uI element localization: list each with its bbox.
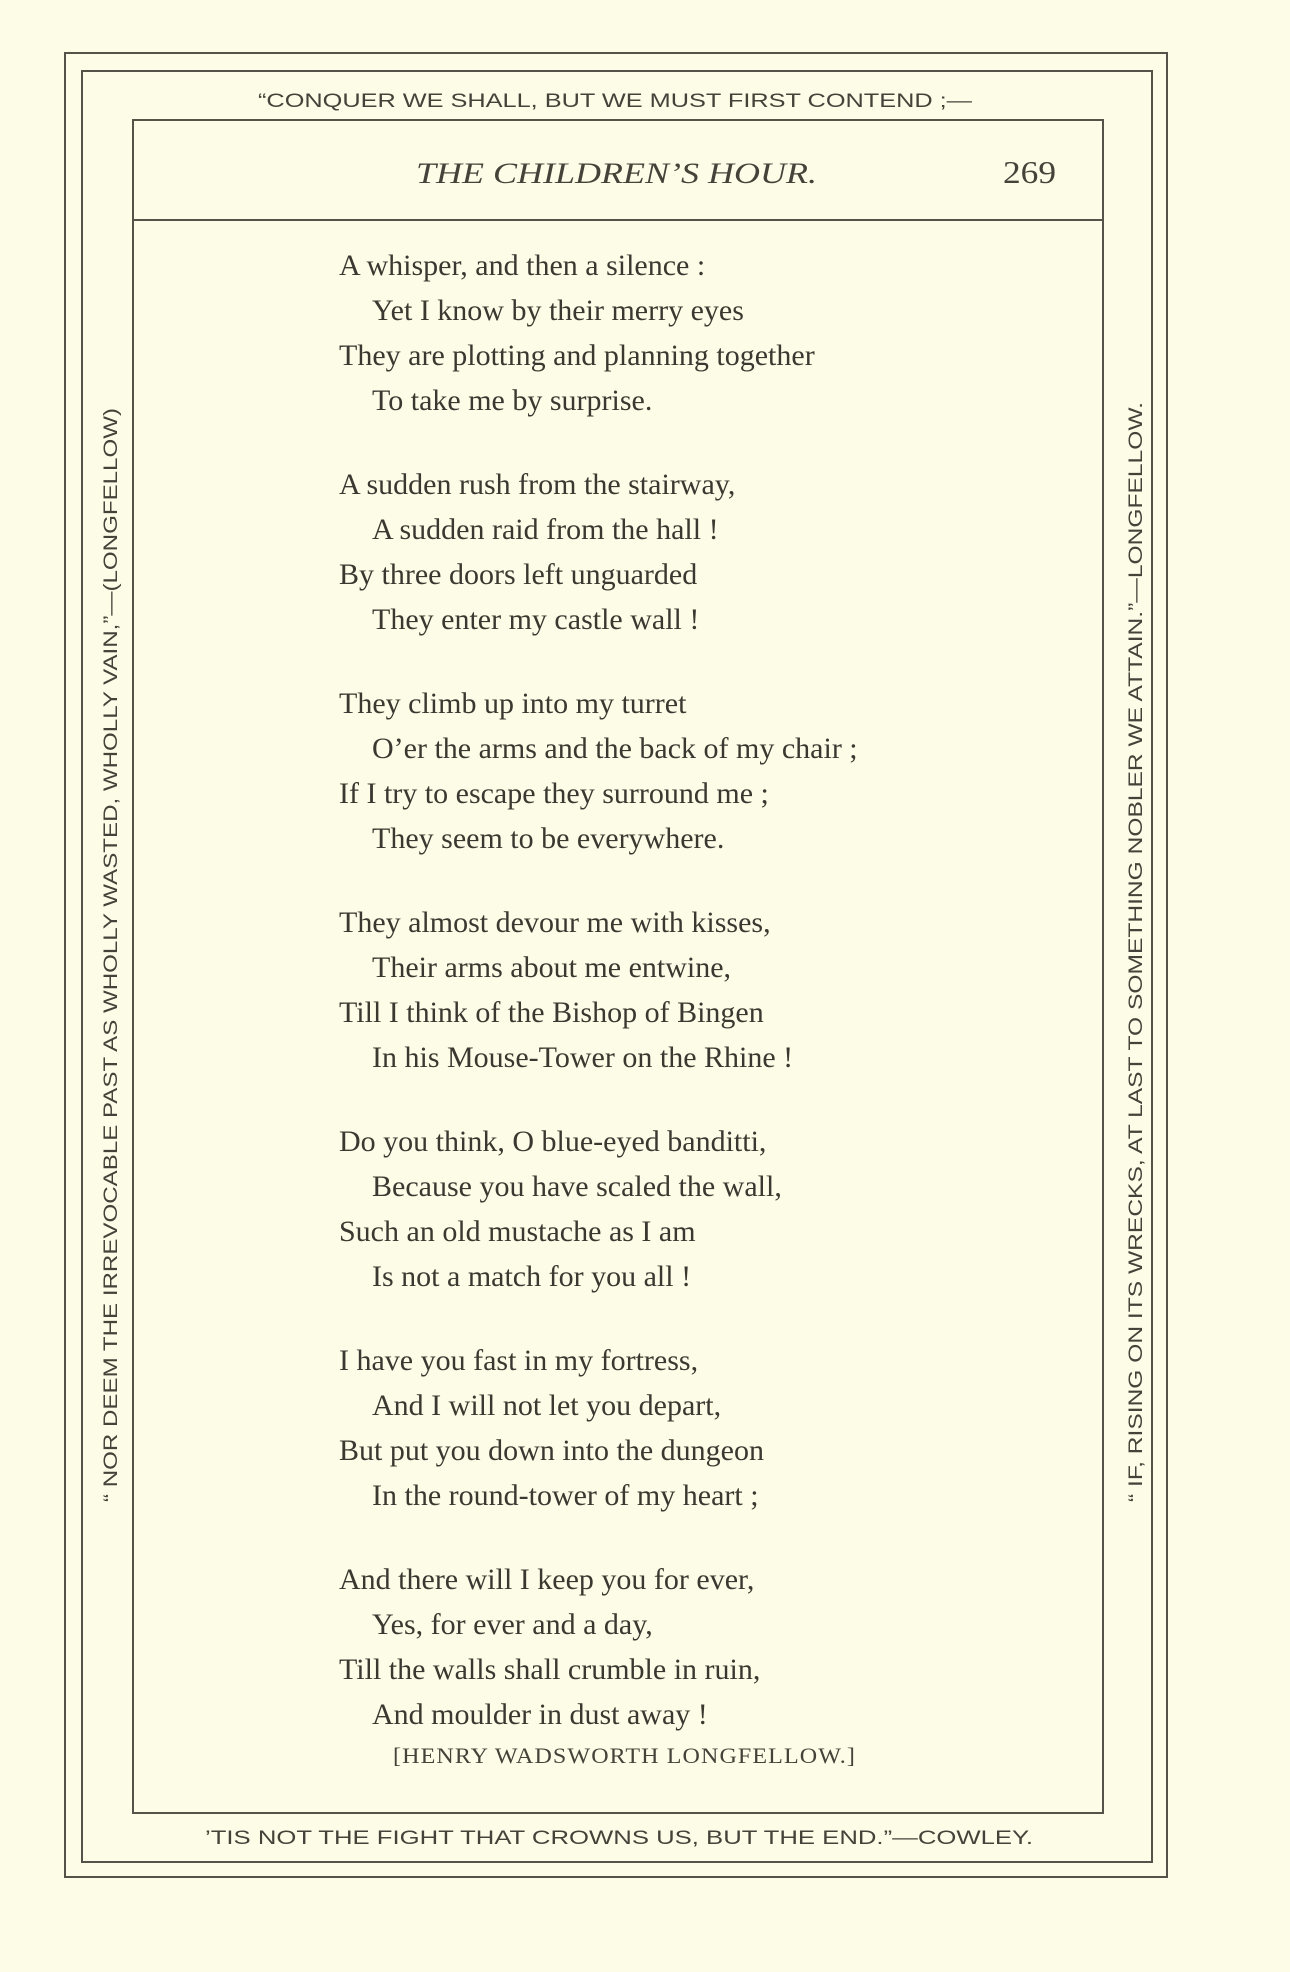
poem-line: A sudden rush from the stairway, xyxy=(339,468,736,501)
poem-line: Till I think of the Bishop of Bingen xyxy=(339,996,764,1029)
top-quote: “CONQUER WE SHALL, BUT WE MUST FIRST CONTEND ;— xyxy=(258,91,972,112)
poem-line: They enter my castle wall ! xyxy=(372,603,700,636)
poem-line: I have you fast in my fortress, xyxy=(339,1344,699,1377)
poem-line: And I will not let you depart, xyxy=(372,1389,722,1422)
poem-line: Till the walls shall crumble in ruin, xyxy=(339,1653,761,1686)
poem-line: Is not a match for you all ! xyxy=(372,1260,692,1293)
poem-line: They are plotting and planning together xyxy=(339,339,815,372)
poem-line: If I try to escape they surround me ; xyxy=(339,777,769,810)
poem-stanza xyxy=(339,462,1059,642)
poem-stanza xyxy=(339,1338,1059,1518)
page-number: 269 xyxy=(1003,154,1056,190)
poem-line: And there will I keep you for ever, xyxy=(339,1563,755,1596)
running-title: THE CHILDREN’S HOUR. xyxy=(416,157,817,190)
poem-attribution: [HENRY WADSWORTH LONGFELLOW.] xyxy=(393,1743,856,1768)
poem-line: In the round-tower of my heart ; xyxy=(372,1479,759,1512)
poem-line: Yes, for ever and a day, xyxy=(372,1608,653,1641)
poem-line: They climb up into my turret xyxy=(339,687,687,720)
poem-stanza xyxy=(339,1119,1059,1299)
poem-stanza xyxy=(339,681,1059,861)
poem-line: By three doors left unguarded xyxy=(339,558,698,591)
poem-line: Their arms about me entwine, xyxy=(372,951,732,984)
poem-line: Such an old mustache as I am xyxy=(339,1215,696,1248)
poem-line: Yet I know by their merry eyes xyxy=(372,294,744,327)
poem-line: A whisper, and then a silence : xyxy=(339,249,706,282)
poem-line: A sudden raid from the hall ! xyxy=(372,513,719,546)
poem-line: But put you down into the dungeon xyxy=(339,1434,764,1467)
poem-line: Because you have scaled the wall, xyxy=(372,1170,782,1203)
right-side-quote: “ IF, RISING ON ITS WRECKS, AT LAST TO SOMETHING NOBLER WE ATTAIN.”—LONGFELLOW. xyxy=(1126,651,1147,1502)
poem xyxy=(339,243,1059,1776)
poem-stanza xyxy=(339,243,1059,423)
poem-line: O’er the arms and the back of my chair ; xyxy=(372,732,858,765)
poem-line: And moulder in dust away ! xyxy=(372,1698,708,1731)
poem-line: They almost devour me with kisses, xyxy=(339,906,771,939)
left-side-quote: “ NOR DEEM THE IRREVOCABLE PAST AS WHOLLY WASTED, WHOLLY VAIN,”—(LONGFELLOW) xyxy=(101,639,122,1502)
poem-line: Do you think, O blue-eyed banditti, xyxy=(339,1125,767,1158)
bottom-quote: ’TIS NOT THE FIGHT THAT CROWNS US, BUT THE END.”—COWLEY. xyxy=(205,1828,1033,1849)
poem-line: They seem to be everywhere. xyxy=(372,822,725,855)
poem-stanza xyxy=(339,1557,1059,1737)
poem-stanza xyxy=(339,900,1059,1080)
poem-line: To take me by surprise. xyxy=(372,384,653,417)
poem-line: In his Mouse-Tower on the Rhine ! xyxy=(372,1041,794,1074)
